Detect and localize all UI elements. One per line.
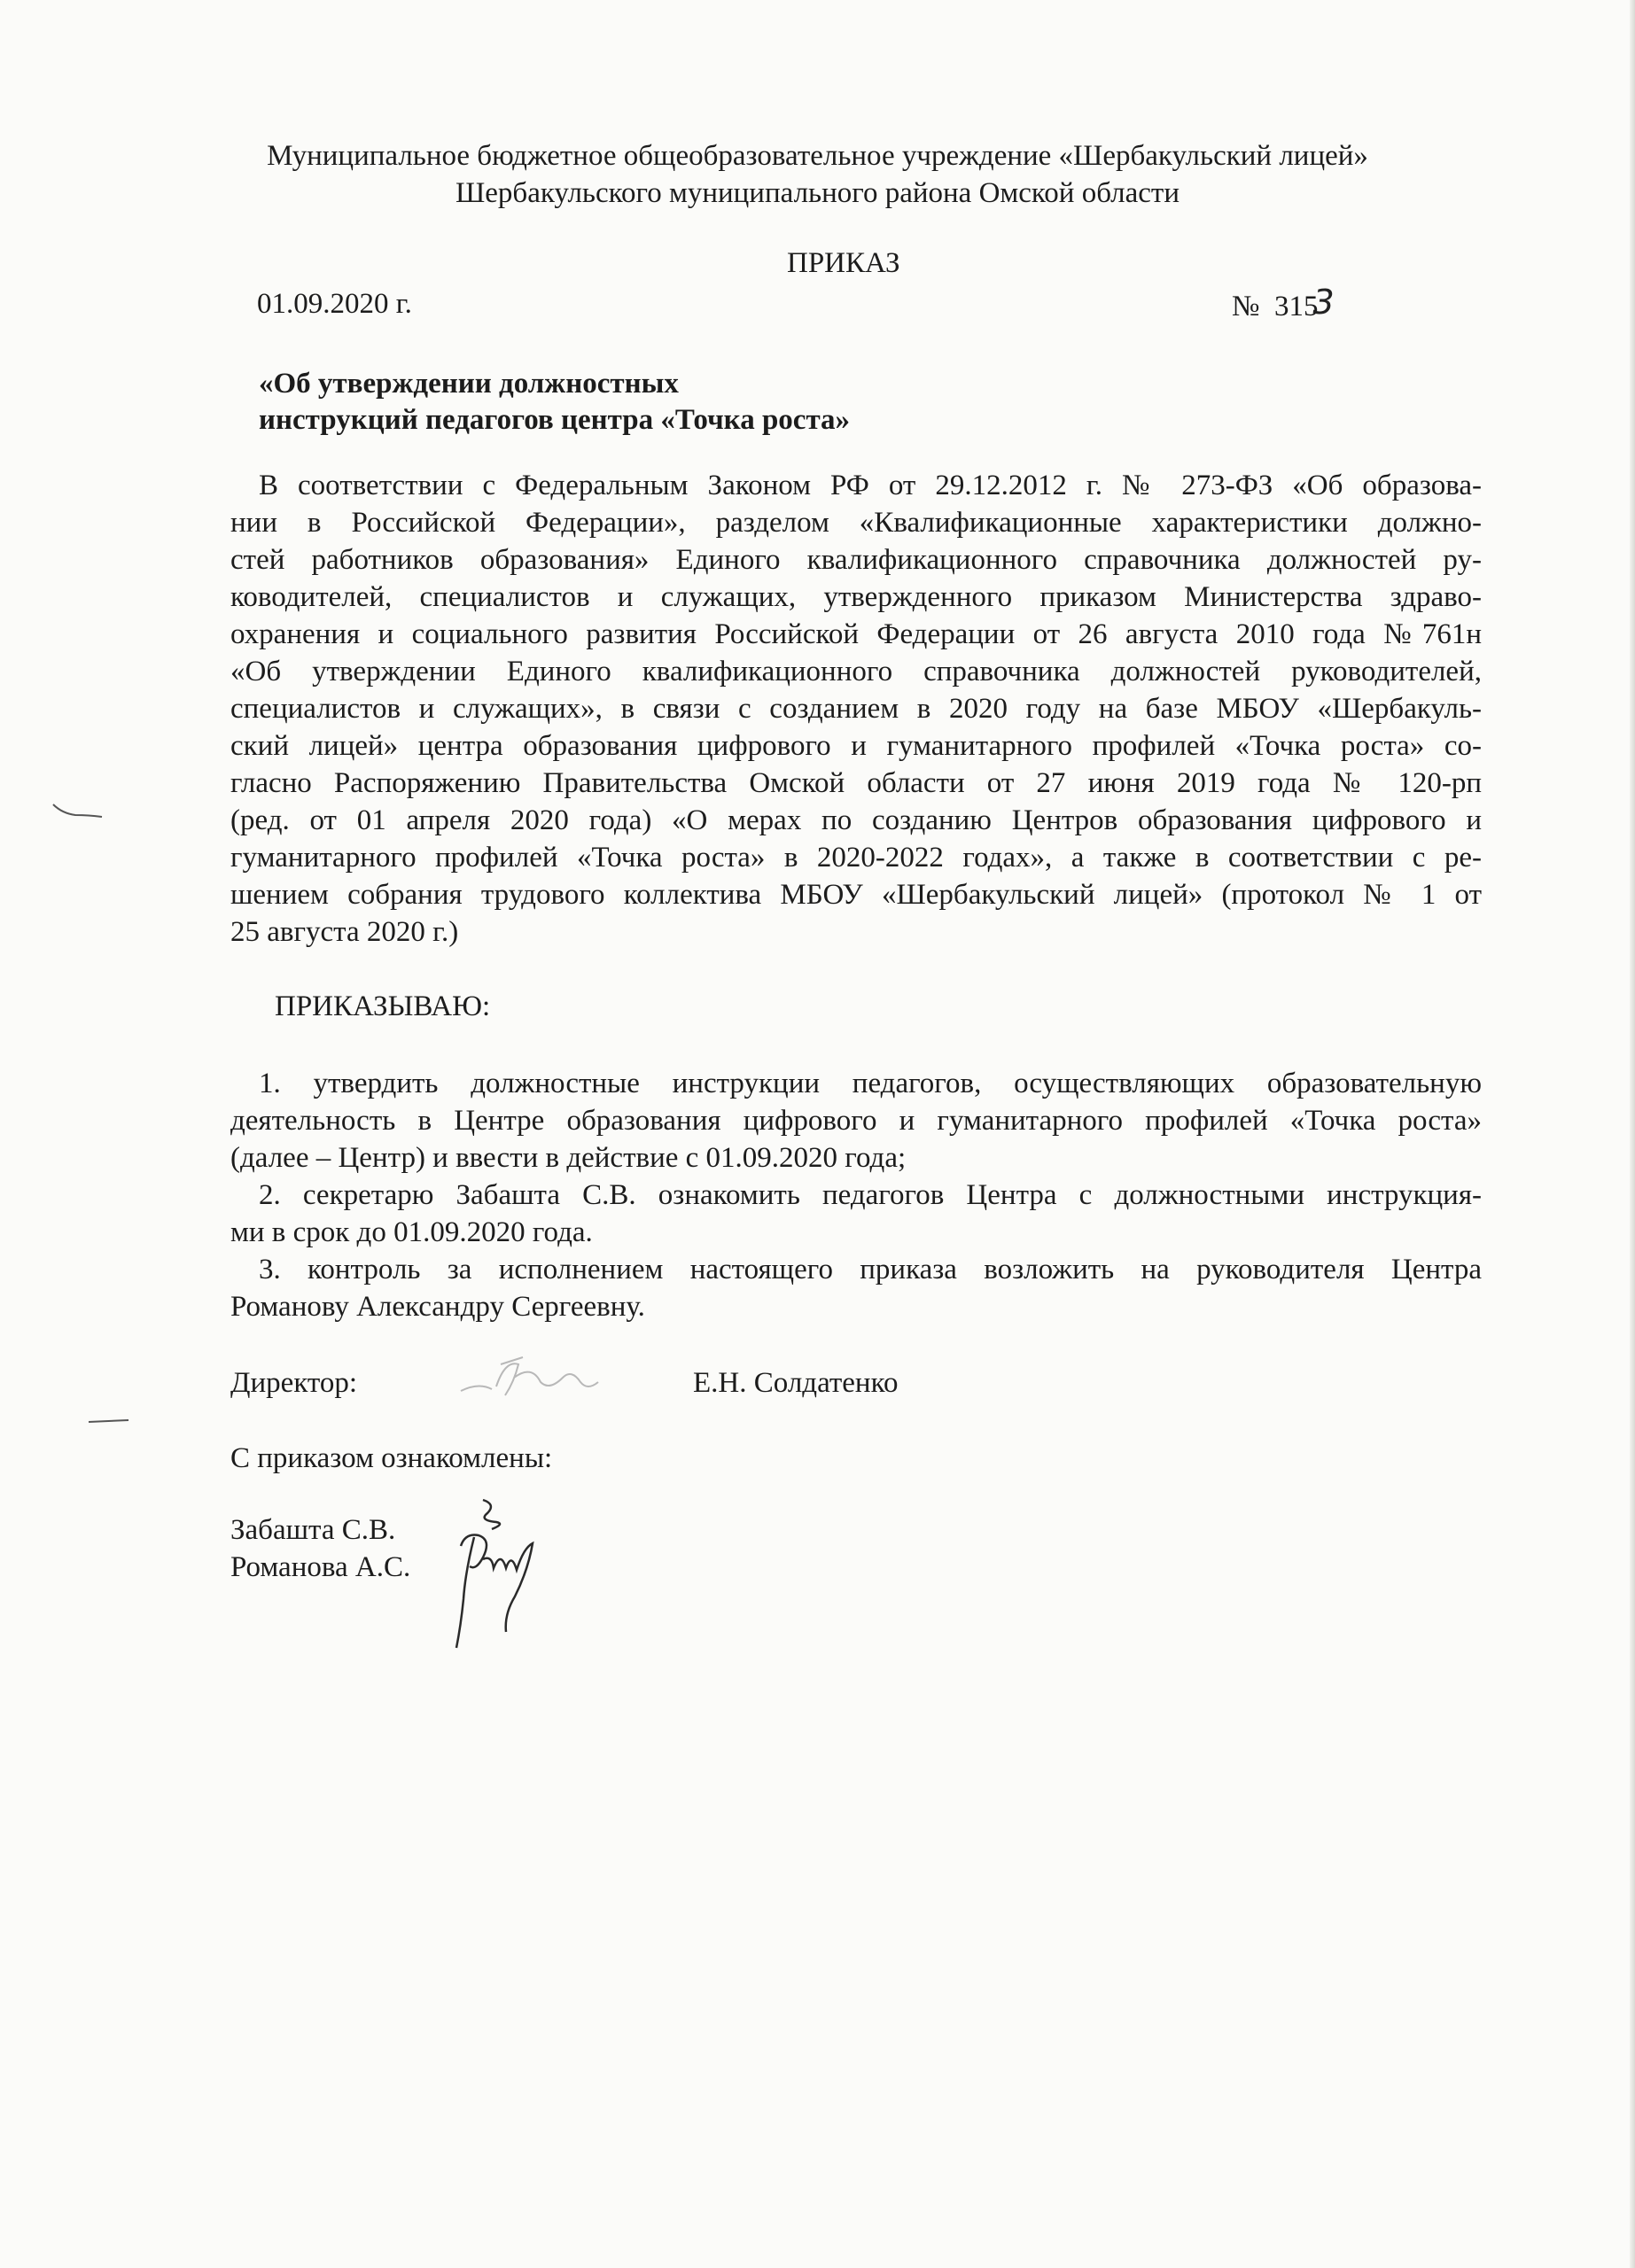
- order-number-handwritten: 3: [1312, 283, 1335, 322]
- preamble-line: специалистов и служащих», в связи с созданием в 2020 году на базе МБОУ «Шербакуль-: [230, 693, 1482, 725]
- order-title: ПРИКАЗ: [787, 247, 900, 279]
- preamble-line: охранения и социального развития Российской Федерации от 26 августа 2010 года №761н: [230, 618, 1482, 650]
- preamble-line: ководителей, специалистов и служащих, утвержденного приказом Министерства здраво-: [230, 581, 1482, 613]
- preamble-line: гуманитарного профилей «Точка роста» в 2020-2022 годах», а также в соответствии с ре-: [230, 842, 1482, 874]
- order-number-typed: 315: [1274, 291, 1319, 322]
- preamble-line: гласно Распоряжению Правительства Омской области от 27 июня 2019 года № 120-рп: [230, 767, 1482, 799]
- item-line: Романову Александру Сергеевну.: [230, 1291, 645, 1323]
- acknowledged-person: Забашта С.В.: [230, 1514, 396, 1546]
- preamble-line: нии в Российской Федерации», разделом «Квалификационные характеристики должно-: [230, 507, 1482, 539]
- preamble-line: стей работников образования» Единого квалификационного справочника должностей ру-: [230, 544, 1482, 576]
- director-signature-image: [452, 1342, 629, 1413]
- acknowledged-person: Романова А.С.: [230, 1551, 411, 1583]
- page-edge: [1630, 0, 1635, 2268]
- item-line: деятельность в Центре образования цифрового и гуманитарного профилей «Точка роста»: [230, 1105, 1482, 1137]
- preamble-line: ский лицей» центра образования цифрового и гуманитарного профилей «Точка роста» со-: [230, 730, 1482, 762]
- preamble-line: шением собрания трудового коллектива МБОУ «Шербакульский лицей» (протокол № 1 от: [230, 879, 1482, 911]
- scan-mark: [49, 797, 111, 824]
- item-line: 2. секретарю Забашта С.В. ознакомить педагогов Центра с должностными инструкция-: [259, 1179, 1482, 1211]
- order-number: [1232, 285, 1340, 325]
- acknowledgement-signature-image: [434, 1493, 576, 1661]
- preamble-line: (ред. от 01 апреля 2020 года) «О мерах по созданию Центров образования цифрового и: [230, 804, 1482, 836]
- preamble-line: 25 августа 2020 г.): [230, 916, 459, 948]
- signature-name: Е.Н. Солдатенко: [693, 1367, 899, 1399]
- preamble-line: В соответствии с Федеральным Законом РФ от 29.12.2012 г. № 273-ФЗ «Об образова-: [259, 470, 1482, 501]
- decree-word: ПРИКАЗЫВАЮ:: [275, 990, 491, 1022]
- item-line: ми в срок до 01.09.2020 года.: [230, 1216, 593, 1248]
- subject-line2: инструкций педагогов центра «Точка роста»: [259, 404, 851, 436]
- signature-role: Директор:: [230, 1367, 358, 1399]
- item-line: 3. контроль за исполнением настоящего приказа возложить на руководителя Центра: [259, 1254, 1482, 1285]
- scan-mark: [84, 1413, 137, 1431]
- order-number-label: №: [1232, 291, 1260, 322]
- item-line: 1. утвердить должностные инструкции педагогов, осуществляющих образовательную: [259, 1068, 1482, 1099]
- org-name-line2: Шербакульского муниципального района Омской области: [455, 177, 1180, 209]
- acknowledged-heading: С приказом ознакомлены:: [230, 1442, 553, 1474]
- order-date: 01.09.2020 г.: [257, 288, 412, 320]
- subject-line1: «Об утверждении должностных: [259, 368, 679, 400]
- preamble-line: «Об утверждении Единого квалификационного справочника должностей руководителей,: [230, 656, 1482, 687]
- item-line: (далее – Центр) и ввести в действие с 01.09.2020 года;: [230, 1142, 907, 1174]
- org-name-line1: Муниципальное бюджетное общеобразовательное учреждение «Шербакульский лицей»: [267, 140, 1368, 172]
